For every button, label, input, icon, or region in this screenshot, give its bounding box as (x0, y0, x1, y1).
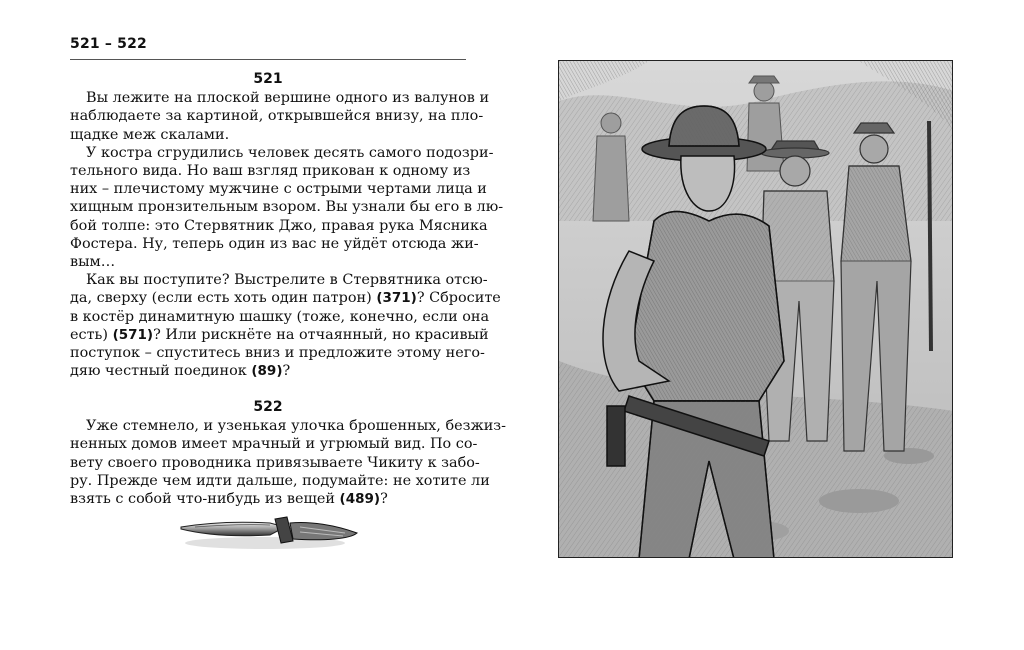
text-line: Фостера. Ну, теперь один из вас не уйдёт отсюда жи- (70, 235, 479, 252)
text-line: да, сверху (если есть хоть один патрон) (371)? Сбросите (70, 290, 501, 307)
section-522 (70, 398, 507, 508)
text-line: У костра сгрудились человек десять самого подозри- (86, 144, 494, 161)
text-line: Как вы поступите? Выстрелите в Стервятника отсю- (86, 272, 488, 289)
paragraph-522 (70, 417, 507, 508)
text-line: хищным пронзительным взором. Вы узнали бы его в лю- (70, 199, 504, 216)
paragraph-2 (70, 144, 504, 271)
text-line: ру. Прежде чем идти дальше, подумайте: не хотите ли (70, 472, 490, 489)
choice-link-89: (89) (251, 363, 283, 380)
text-line: Уже стемнело, и узенькая улочка брошенных, безжиз- (86, 418, 507, 435)
paragraph-choices (70, 271, 501, 380)
section-number-521: 521 (253, 71, 283, 87)
text-line: поступок – спуститесь вниз и предложите этому него- (70, 345, 485, 362)
page-header: 521 – 522 (70, 36, 147, 52)
choice-link-571: (571) (112, 326, 154, 343)
text-line: ненных домов имеет мрачный и угрюмый вид. По со- (70, 436, 478, 453)
sketch-drawing (559, 61, 953, 558)
choice-link-371: (371) (376, 290, 417, 307)
cowboys-illustration (558, 60, 953, 558)
text-line: вым… (70, 254, 116, 271)
text-line: бой толпе: это Стервятник Джо, правая рука Мясника (70, 217, 488, 234)
text-line: вету своего проводника привязываете Чикиту к забо- (70, 454, 480, 471)
section-number-522: 522 (253, 399, 283, 415)
text-line: есть) (571)? Или рискнёте на отчаянный, но красивый (70, 326, 489, 343)
choice-link-489: (489) (339, 491, 381, 508)
text-line: них – плечистому мужчине с острыми чертами лица и (70, 181, 487, 198)
text-line: в костёр динамитную шашку (тоже, конечно, если она (70, 308, 490, 325)
header-rule (70, 59, 466, 60)
text-line: щадке меж скалами. (70, 126, 230, 143)
text-line: тельного вида. Но ваш взгляд прикован к одному из (70, 163, 471, 180)
text-line: Вы лежите на плоской вершине одного из валунов и (86, 90, 490, 107)
text-line: взять с собой что-нибудь из вещей (489)? (70, 491, 388, 508)
knife-illustration (175, 505, 365, 555)
text-line: наблюдаете за картиной, открывшейся внизу, на пло- (70, 108, 484, 125)
paragraph-1 (70, 89, 490, 144)
text-line: дяю честный поединок (89)? (70, 363, 291, 380)
section-521 (70, 70, 504, 380)
